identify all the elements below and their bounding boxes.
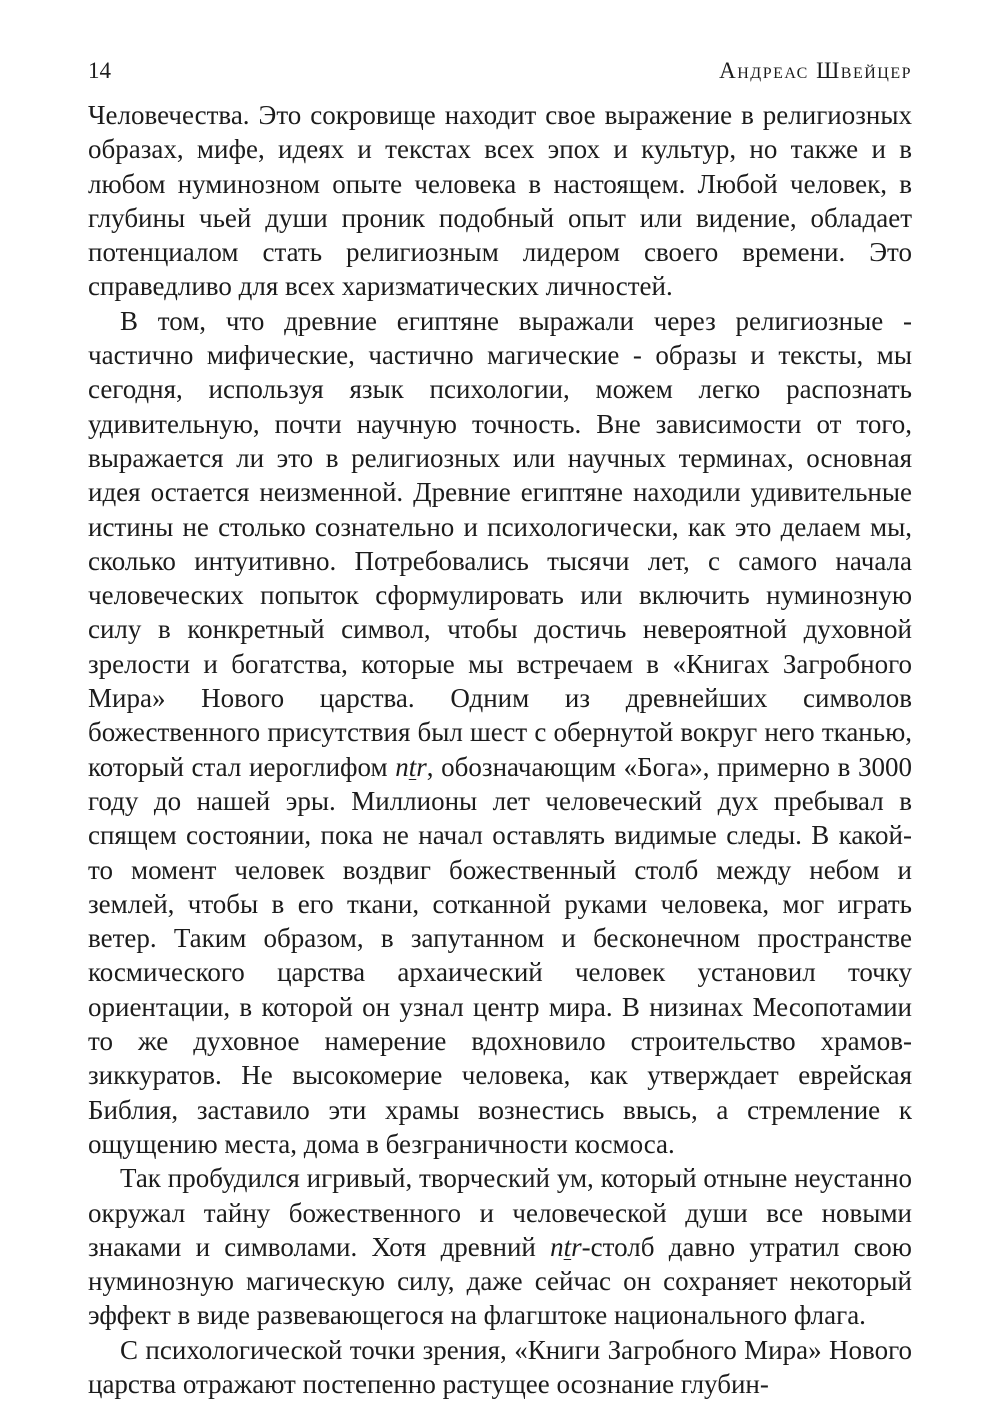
translit-r-2: r — [571, 1231, 582, 1262]
paragraph-3-part-2: -столб давно утратил свою нуминозную магическую силу, даже сейчас он сохраняет некоторый эффект в виде развевающегося на флагштоке национального флага. — [88, 1231, 912, 1331]
transliteration-ntr-2 — [550, 1232, 582, 1262]
paragraph-3-part-1: Так пробудился игривый, творческий ум, который отныне неустанно окружал тайну божественного и человеческой души все новыми знаками и символами. Хотя древний — [88, 1163, 912, 1262]
paragraph-1: Человечества. Это сокровище находит свое выражение в религиозных образах, мифе, идеях и текстах всех эпох и культур, но также и в любом нуминозном опыте человека в настоящем. Любой человек, в глубины чьей души проник подобный опыт или видение, обладает потенциалом стать религиозным лидером своего времени. Это справедливо для всех харизматических личностей. — [88, 100, 912, 302]
translit-n-2: n — [550, 1231, 564, 1262]
translit-t-underlined-2: t — [563, 1231, 572, 1262]
paragraph-2-part-2: , обозначающим «Бога», примерно в 3000 году до нашей эры. Миллионы лет человеческий дух пребывал в спящем состоянии, пока не начал оставлять видимые следы. В какой-то момент человек воздвиг божественный столб между небом и землей, чтобы в его ткани, сотканной руками человека, мог играть ветер. Таким образом, в запутанном и бесконечном пространстве космического царства архаический человек установил точку ориентации, в которой он узнал центр мира. В низинах Месопотамии то же духовное намерение вдохновило строительство храмов-зиккуратов. Не высокомерие человека, как утверждает еврейская Библия, заставило эти храмы вознестись ввысь, а стремление к ощущению места, дома в безграничности космоса. — [88, 751, 913, 1159]
paragraph-4: С психологической точки зрения, «Книги Загробного Мира» Нового царства отражают постепенно растущее осознание глубин- — [88, 1334, 912, 1399]
transliteration-ntr — [395, 752, 427, 782]
paragraph-3 — [88, 1161, 912, 1332]
translit-r: r — [416, 751, 427, 782]
running-head-author: Андреас Швейцер — [719, 58, 912, 83]
paragraph-2 — [88, 304, 912, 1161]
translit-t-underlined: t — [408, 751, 417, 782]
page-header — [88, 58, 912, 88]
paragraph-2-part-1: В том, что древние египтяне выражали через религиозные - частично мифические, частично магические - образы и тексты, мы сегодня, используя язык психологии, можем легко распознать удивительную, почти научную точность. Вне зависимости от того, выражается ли это в религиозных или научных терминах, основная идея остается неизменной. Древние египтяне находили удивительные истины не столько сознательно и психологически, как это делаем мы, сколько интуитивно. Потребовались тысячи лет, с самого начала человеческих попыток сформулировать или включить нуминозную силу в конкретный символ, чтобы достичь невероятной духовной зрелости и богатства, которые мы встречаем в «Книгах Загробного Мира» Нового царства. Одним из древнейших символов божественного присутствия был шест с обернутой вокруг него тканью, который стал иероглифом — [88, 305, 912, 782]
body-text — [88, 98, 912, 1401]
translit-n: n — [395, 751, 409, 782]
page-number: 14 — [88, 58, 111, 83]
